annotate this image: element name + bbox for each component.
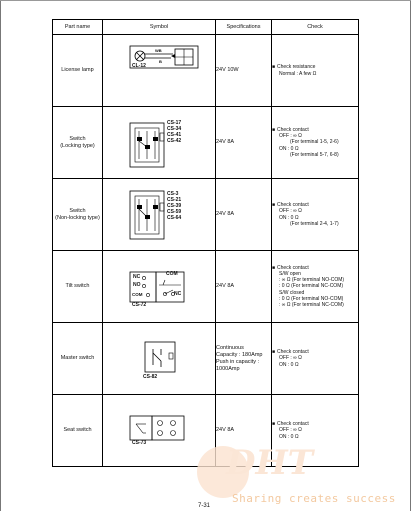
spec-value: 24V 8A bbox=[216, 427, 235, 433]
spec-value: 24V 10W bbox=[216, 67, 239, 73]
tilt-switch-symbol bbox=[103, 251, 216, 322]
check-line: (For terminal 5-7, 6-8) bbox=[290, 151, 339, 158]
symbol-label: CS-73 bbox=[132, 440, 147, 446]
symbol-label: CS-41 bbox=[167, 132, 182, 138]
spec-value: Capacity : 180Amp bbox=[216, 351, 263, 358]
check-text: Check contact bbox=[277, 126, 309, 133]
wire-label-wb: WB bbox=[155, 48, 162, 53]
symbol-cell bbox=[103, 107, 216, 179]
check-line: ON : 0 Ω bbox=[279, 145, 299, 152]
watermark-text: Sharing creates success bbox=[232, 492, 396, 505]
spec-value: 1000Amp bbox=[216, 365, 240, 372]
check-text: Check contact bbox=[277, 421, 309, 428]
part-name-cell bbox=[53, 251, 103, 323]
check-line: OFF : ∞ Ω bbox=[279, 208, 302, 215]
spec-cell bbox=[216, 323, 272, 395]
symbol-label: CS-3 bbox=[167, 191, 179, 197]
table-header-row bbox=[53, 20, 359, 35]
spec-value: 24V 8A bbox=[216, 139, 235, 145]
page-left-edge bbox=[0, 0, 1, 511]
check-line: ON : 0 Ω bbox=[279, 214, 299, 221]
check-cell bbox=[272, 251, 359, 323]
locking-switch-diagram bbox=[103, 107, 216, 178]
spec-value: Continuous bbox=[216, 344, 244, 351]
part-name-cell bbox=[53, 107, 103, 179]
check-line: : ∞ Ω (For terminal NC-COM) bbox=[279, 302, 344, 308]
non-locking-switch-diagram bbox=[103, 179, 216, 250]
check-line: (For terminal 1-5, 2-6) bbox=[290, 139, 339, 146]
master-switch-diagram bbox=[103, 323, 216, 394]
check-line: OFF : ∞ Ω bbox=[279, 427, 302, 434]
symbol-label: CS-42 bbox=[167, 138, 182, 144]
check-line: : 0 Ω (For terminal NO-COM) bbox=[279, 295, 344, 302]
spec-table bbox=[52, 19, 359, 467]
master-switch-symbol bbox=[103, 323, 216, 394]
part-name-sub: (Non-locking type) bbox=[55, 214, 100, 221]
part-name: Tilt switch bbox=[65, 283, 90, 289]
check-line: Normal : A few Ω bbox=[279, 70, 317, 77]
spec-value: 24V 8A bbox=[216, 211, 235, 217]
part-name-cell bbox=[53, 179, 103, 251]
page-number: 7-31 bbox=[198, 503, 211, 509]
terminal-label-com-top: COM bbox=[166, 271, 178, 277]
check-line: ON : 0 Ω bbox=[279, 433, 299, 440]
check-text: Check contact bbox=[277, 202, 309, 209]
spec-value: 24V 8A bbox=[216, 283, 235, 289]
tilt-switch-diagram bbox=[103, 251, 216, 322]
part-name: Seat switch bbox=[63, 427, 92, 433]
symbol-label: CS-82 bbox=[143, 374, 158, 380]
symbol-cell bbox=[103, 323, 216, 395]
symbol-cell bbox=[103, 251, 216, 323]
non-locking-switch-symbol bbox=[103, 179, 216, 250]
part-name: Switch bbox=[69, 135, 86, 142]
page-top-edge bbox=[0, 0, 411, 1]
part-name: License lamp bbox=[61, 67, 94, 73]
table-row bbox=[53, 323, 359, 395]
locking-switch-symbol bbox=[103, 107, 216, 178]
header-part-name: Part name bbox=[53, 20, 103, 35]
check-line: ON : 0 Ω bbox=[279, 361, 299, 368]
bullet-icon: ■ bbox=[272, 202, 276, 209]
part-name-sub: (Locking type) bbox=[60, 142, 95, 149]
bullet-icon: ■ bbox=[272, 349, 276, 356]
terminal-label-nc-right: NC bbox=[174, 291, 182, 297]
bullet-icon: ■ bbox=[272, 264, 276, 271]
check-line: : 0 Ω (For terminal NC-COM) bbox=[279, 283, 344, 290]
symbol-label: CL-12 bbox=[132, 63, 146, 69]
symbol-cell bbox=[103, 395, 216, 467]
page-right-edge bbox=[410, 0, 411, 511]
check-line: OFF : ∞ Ω bbox=[279, 355, 302, 362]
header-symbol: Symbol bbox=[103, 20, 216, 35]
symbol-label: CS-17 bbox=[167, 120, 182, 126]
part-name-cell bbox=[53, 323, 103, 395]
symbol-label: CS-34 bbox=[167, 126, 182, 132]
header-check: Check bbox=[272, 20, 359, 35]
spec-cell bbox=[216, 107, 272, 179]
check-line: S/W open bbox=[279, 270, 301, 277]
symbol-label: CS-39 bbox=[167, 203, 182, 209]
spec-cell bbox=[216, 35, 272, 107]
symbol-label: CS-64 bbox=[167, 215, 182, 221]
check-text: Check contact bbox=[277, 264, 309, 271]
check-line: : ∞ Ω (For terminal NO-COM) bbox=[279, 277, 345, 284]
terminal-label-com: COM bbox=[132, 292, 143, 297]
part-name-cell bbox=[53, 395, 103, 467]
spec-value: Push in capacity : bbox=[216, 358, 260, 365]
bullet-icon: ■ bbox=[272, 126, 276, 133]
license-lamp-symbol bbox=[103, 35, 216, 106]
check-line: S/W closed bbox=[279, 289, 305, 296]
table-row bbox=[53, 251, 359, 323]
check-cell bbox=[272, 179, 359, 251]
part-name: Master switch bbox=[60, 355, 95, 361]
spec-cell bbox=[216, 179, 272, 251]
part-name: Switch bbox=[69, 207, 86, 214]
check-cell bbox=[272, 323, 359, 395]
symbol-label: CS-21 bbox=[167, 197, 182, 203]
check-cell bbox=[272, 107, 359, 179]
check-line: OFF : ∞ Ω bbox=[279, 133, 302, 140]
wire-label-b: B bbox=[159, 59, 162, 64]
license-lamp-diagram bbox=[103, 35, 216, 106]
header-specifications: Specifications bbox=[216, 20, 272, 35]
check-line: (For terminal 2-4, 1-7) bbox=[290, 220, 339, 227]
seat-switch-symbol bbox=[103, 395, 216, 466]
check-cell bbox=[272, 35, 359, 107]
check-text: Check contact bbox=[277, 349, 309, 356]
symbol-label: CS-59 bbox=[167, 209, 182, 215]
symbol-cell bbox=[103, 35, 216, 107]
symbol-label: CS-72 bbox=[132, 302, 147, 308]
terminal-label-no: NO bbox=[133, 282, 141, 288]
table-row bbox=[53, 35, 359, 107]
spec-cell bbox=[216, 251, 272, 323]
watermark-logo-icon bbox=[222, 440, 332, 482]
bullet-icon: ■ bbox=[272, 421, 276, 428]
part-name-cell bbox=[53, 35, 103, 107]
terminal-label-nc: NC bbox=[133, 274, 141, 280]
seat-switch-diagram bbox=[103, 395, 216, 466]
table-row bbox=[53, 179, 359, 251]
table-row bbox=[53, 107, 359, 179]
check-text: Check resistance bbox=[277, 64, 316, 71]
bullet-icon: ■ bbox=[272, 64, 276, 71]
watermark-logo-text: DHT bbox=[226, 443, 313, 482]
symbol-cell bbox=[103, 179, 216, 251]
